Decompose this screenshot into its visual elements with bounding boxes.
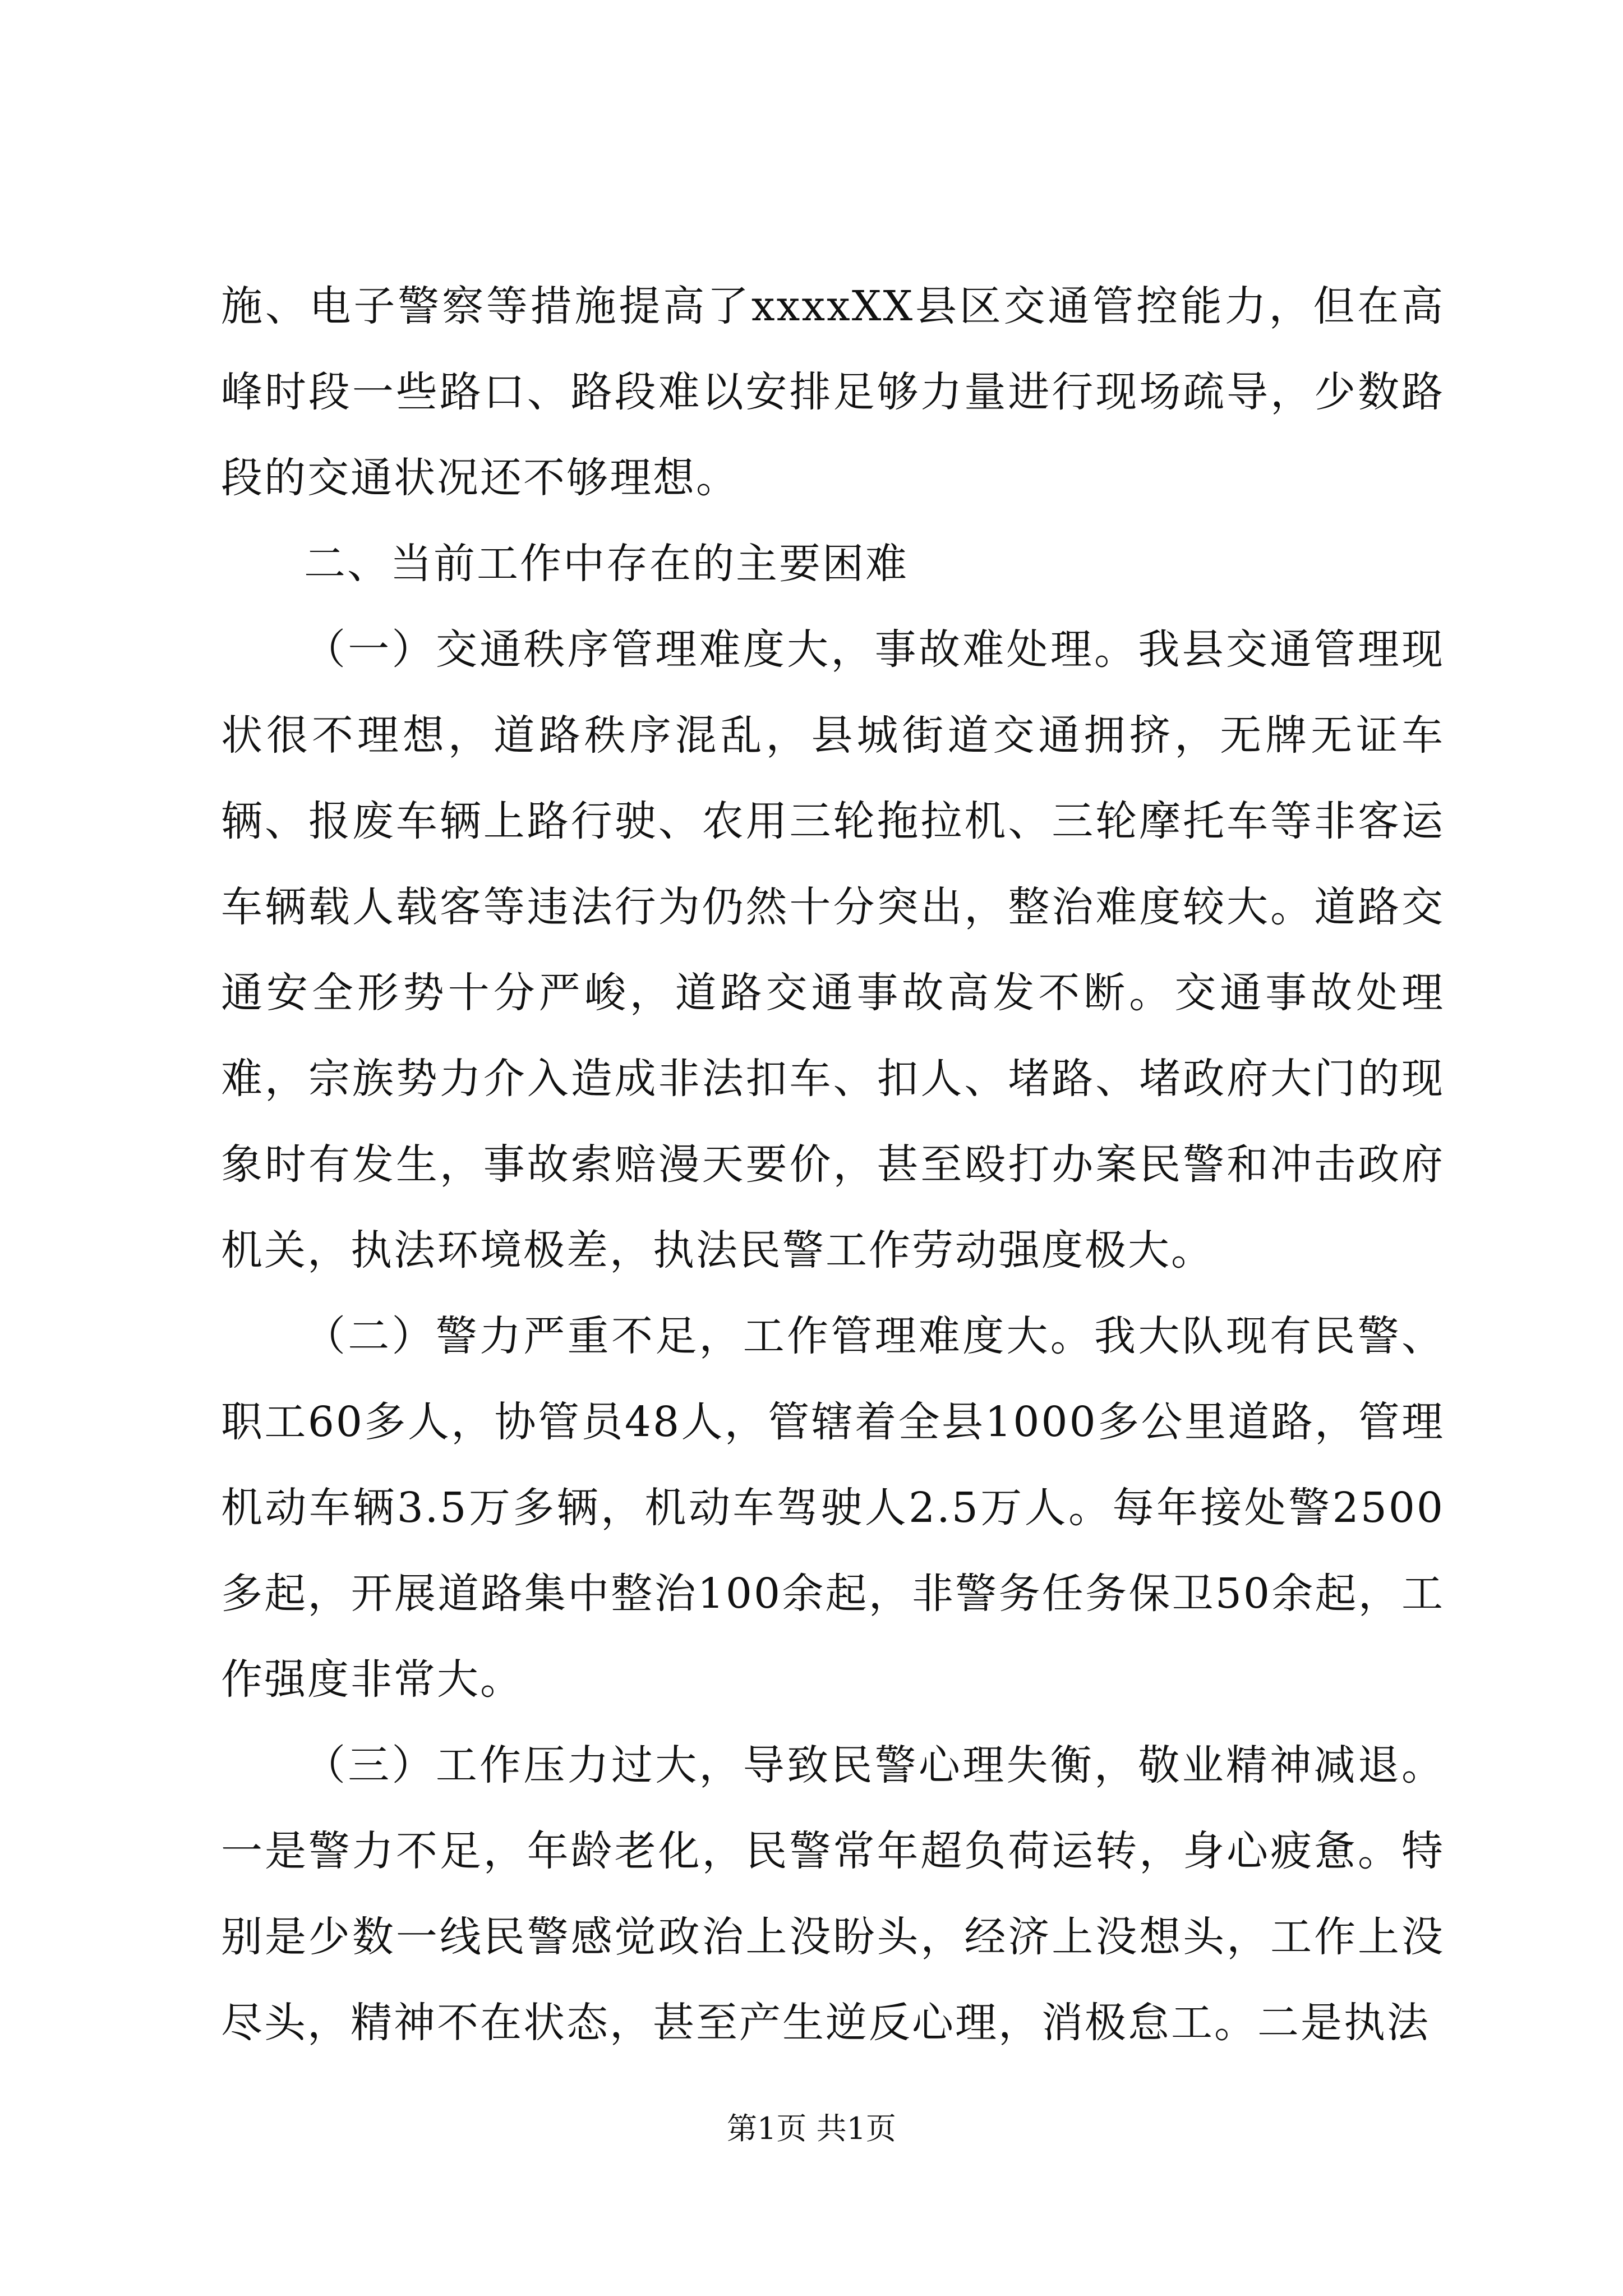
paragraph-work-pressure: （三）工作压力过大，导致民警心理失衡，敬业精神减退。一是警力不足，年龄老化，民警常年超负荷运转，身心疲惫。特别是少数一线民警感觉政治上没盼头，经济上没想头，工作上没尽头，精神不在状态，甚至产生逆反心理，消极怠工。二是执法	[221, 1741, 1445, 2047]
document-body	[221, 264, 1445, 2066]
page-footer: 第1页 共1页	[727, 2111, 896, 2146]
section-heading: 二、当前工作中存在的主要困难	[304, 540, 909, 588]
paragraph-police-shortage: （二）警力严重不足，工作管理难度大。我大队现有民警、职工60多人，协管员48人，管辖着全县1000多公里道路，管理机动车辆3.5万多辆，机动车驾驶人2.5万人。每年接处警2500多起，开展道路集中整治100余起，非警务任务保卫50余起，工作强度非常大。	[221, 1312, 1445, 1704]
paragraph-traffic-order: （一）交通秩序管理难度大，事故难处理。我县交通管理现状很不理想，道路秩序混乱，县城街道交通拥挤，无牌无证车辆、报废车辆上路行驶、农用三轮拖拉机、三轮摩托车等非客运车辆载人载客等违法行为仍然十分突出，整治难度较大。道路交通安全形势十分严峻，道路交通事故高发不断。交通事故处理难，宗族势力介入造成非法扣车、扣人、堵路、堵政府大门的现象时有发生，事故索赔漫天要价，甚至殴打办案民警和冲击政府机关，执法环境极差，执法民警工作劳动强度极大。	[221, 625, 1445, 1274]
paragraph-continuation: 施、电子警察等措施提高了xxxxXX县区交通管控能力，但在高峰时段一些路口、路段难以安排足够力量进行现场疏导，少数路段的交通状况还不够理想。	[221, 282, 1445, 502]
